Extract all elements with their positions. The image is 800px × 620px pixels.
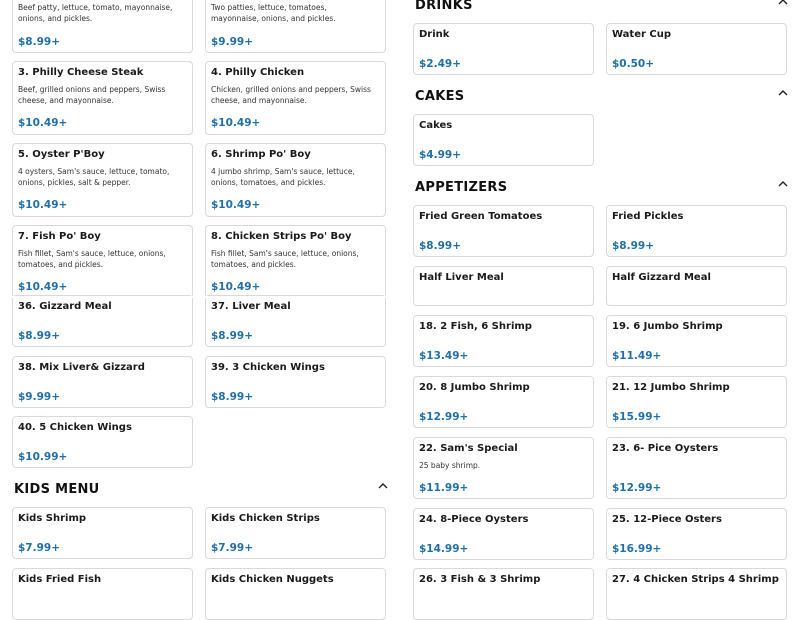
item-description: 25 baby shrimp.	[419, 461, 481, 470]
menu-item-card[interactable]	[12, 61, 193, 135]
item-description: Fish fillet, Sam's sauce, lettuce, onions, tomatoes, and pickles.	[18, 249, 166, 269]
item-price: $4.99+	[419, 149, 462, 161]
menu-item-card[interactable]	[606, 437, 787, 499]
menu-item-card[interactable]	[12, 416, 193, 468]
menu-item-card[interactable]	[205, 143, 386, 217]
item-price: $10.49+	[18, 199, 68, 211]
item-name: 39. 3 Chicken Wings	[211, 362, 325, 373]
item-name: Kids Shrimp	[18, 513, 87, 524]
item-description: 4 oysters, Sam's sauce, lettuce, tomato, onions, pickles, salt & pepper.	[18, 167, 170, 187]
menu-item-card[interactable]	[606, 266, 787, 306]
item-price: $8.99+	[419, 240, 462, 252]
item-price: $7.99+	[211, 542, 254, 554]
menu-item-card[interactable]	[413, 376, 594, 428]
item-price: $11.99+	[419, 482, 469, 494]
menu-item-card[interactable]	[12, 295, 193, 347]
item-description: Beef, grilled onions and peppers, Swiss cheese, and mayonnaise.	[18, 85, 166, 105]
item-description: 4 jumbo shrimp, Sam's sauce, lettuce, onions, tomatoes, and pickles.	[211, 167, 355, 187]
menu-item-card[interactable]	[205, 0, 386, 53]
item-price: $10.49+	[18, 117, 68, 129]
menu-item-card[interactable]	[606, 315, 787, 367]
item-name: Drink	[419, 29, 450, 40]
menu-item-card[interactable]	[12, 225, 193, 299]
item-description: Chicken, grilled onions and peppers, Swiss cheese, and mayonnaise.	[211, 85, 371, 105]
item-name: Cakes	[419, 120, 453, 131]
menu-item-card[interactable]	[205, 507, 386, 559]
item-price: $10.49+	[18, 281, 68, 293]
menu-item-card[interactable]	[413, 568, 594, 620]
item-name: Kids Chicken Strips	[211, 513, 320, 524]
item-name: 7. Fish Po' Boy	[18, 231, 101, 242]
item-price: $10.49+	[211, 199, 261, 211]
section-title-cakes: CAKES	[415, 89, 465, 104]
menu-item-card[interactable]	[12, 356, 193, 408]
item-price: $8.99+	[211, 391, 254, 403]
item-price: $8.99+	[18, 36, 61, 48]
item-price: $0.50+	[612, 58, 655, 70]
item-price: $16.99+	[612, 543, 662, 555]
section-title-appetizers: APPETIZERS	[415, 180, 508, 195]
item-name: 27. 4 Chicken Strips 4 Shrimp	[612, 574, 779, 585]
menu-item-card[interactable]	[12, 568, 193, 620]
item-price: $10.49+	[211, 281, 261, 293]
item-description: Fish fillet, Sam's sauce, lettuce, onions, tomatoes, and pickles.	[211, 249, 359, 269]
menu-item-card[interactable]	[205, 225, 386, 299]
item-price: $13.49+	[419, 350, 469, 362]
section-title-kids-menu: KIDS MENU	[14, 482, 100, 497]
render-seam	[12, 296, 387, 298]
item-price: $10.49+	[211, 117, 261, 129]
item-description: Two patties, lettuce, tomatoes, mayonnaise, onions, and pickles.	[211, 3, 336, 23]
item-price: $8.99+	[612, 240, 655, 252]
item-name: Half Gizzard Meal	[612, 272, 711, 283]
item-price: $15.99+	[612, 411, 662, 423]
menu-item-card[interactable]	[413, 114, 594, 166]
item-name: Fried Green Tomatoes	[419, 211, 543, 222]
item-name: 40. 5 Chicken Wings	[18, 422, 132, 433]
item-name: Half Liver Meal	[419, 272, 504, 283]
item-price: $9.99+	[211, 36, 254, 48]
item-name: Kids Chicken Nuggets	[211, 574, 334, 585]
menu-item-card[interactable]	[413, 205, 594, 257]
item-name: 25. 12-Piece Osters	[612, 514, 722, 525]
chevron-up-icon[interactable]	[776, 179, 790, 189]
menu-item-card[interactable]	[413, 23, 594, 75]
item-name: 36. Gizzard Meal	[18, 301, 112, 312]
item-name: 19. 6 Jumbo Shrimp	[612, 321, 723, 332]
menu-item-card[interactable]	[12, 507, 193, 559]
item-name: Kids Fried Fish	[18, 574, 102, 585]
item-name: 26. 3 Fish & 3 Shrimp	[419, 574, 541, 585]
item-name: 23. 6- Pice Oysters	[612, 443, 719, 454]
menu-item-card[interactable]	[606, 376, 787, 428]
menu-item-card[interactable]	[606, 508, 787, 560]
item-name: 37. Liver Meal	[211, 301, 291, 312]
item-price: $10.99+	[18, 451, 68, 463]
item-name: Water Cup	[612, 29, 672, 40]
item-price: $8.99+	[18, 330, 61, 342]
item-price: $14.99+	[419, 543, 469, 555]
chevron-up-icon[interactable]	[776, 88, 790, 98]
menu-item-card[interactable]	[606, 23, 787, 75]
item-price: $2.49+	[419, 58, 462, 70]
item-name: 21. 12 Jumbo Shrimp	[612, 382, 730, 393]
menu-item-card[interactable]	[413, 266, 594, 306]
item-price: $12.99+	[612, 482, 662, 494]
item-name: 4. Philly Chicken	[211, 67, 305, 78]
item-description: Beef patty, lettuce, tomato, mayonnaise, onions, and pickles.	[18, 3, 173, 23]
item-name: 8. Chicken Strips Po' Boy	[211, 231, 352, 242]
item-name: 3. Philly Cheese Steak	[18, 67, 144, 78]
menu-item-card[interactable]	[205, 295, 386, 347]
item-name: 24. 8-Piece Oysters	[419, 514, 529, 525]
item-price: $7.99+	[18, 542, 61, 554]
menu-item-card[interactable]	[205, 61, 386, 135]
item-price: $11.49+	[612, 350, 662, 362]
menu-item-card[interactable]	[205, 568, 386, 620]
item-price: $8.99+	[211, 330, 254, 342]
item-name: Fried Pickles	[612, 211, 684, 222]
menu-item-card[interactable]	[413, 508, 594, 560]
item-name: 20. 8 Jumbo Shrimp	[419, 382, 530, 393]
menu-item-card[interactable]	[12, 143, 193, 217]
item-name: 22. Sam's Special	[419, 443, 518, 454]
menu-item-card[interactable]	[205, 356, 386, 408]
item-name: 18. 2 Fish, 6 Shrimp	[419, 321, 532, 332]
item-price: $12.99+	[419, 411, 469, 423]
menu-item-card[interactable]	[12, 0, 193, 53]
item-price: $9.99+	[18, 391, 61, 403]
menu-item-card[interactable]	[606, 568, 787, 620]
section-title-drinks: DRINKS	[415, 0, 473, 13]
menu-item-card[interactable]	[413, 315, 594, 367]
chevron-up-icon[interactable]	[376, 481, 390, 491]
item-name: 6. Shrimp Po' Boy	[211, 149, 311, 160]
menu-item-card[interactable]	[413, 437, 594, 499]
menu-item-card[interactable]	[606, 205, 787, 257]
item-name: 5. Oyster P'Boy	[18, 149, 105, 160]
chevron-up-icon[interactable]	[776, 0, 790, 7]
item-name: 38. Mix Liver& Gizzard	[18, 362, 145, 373]
